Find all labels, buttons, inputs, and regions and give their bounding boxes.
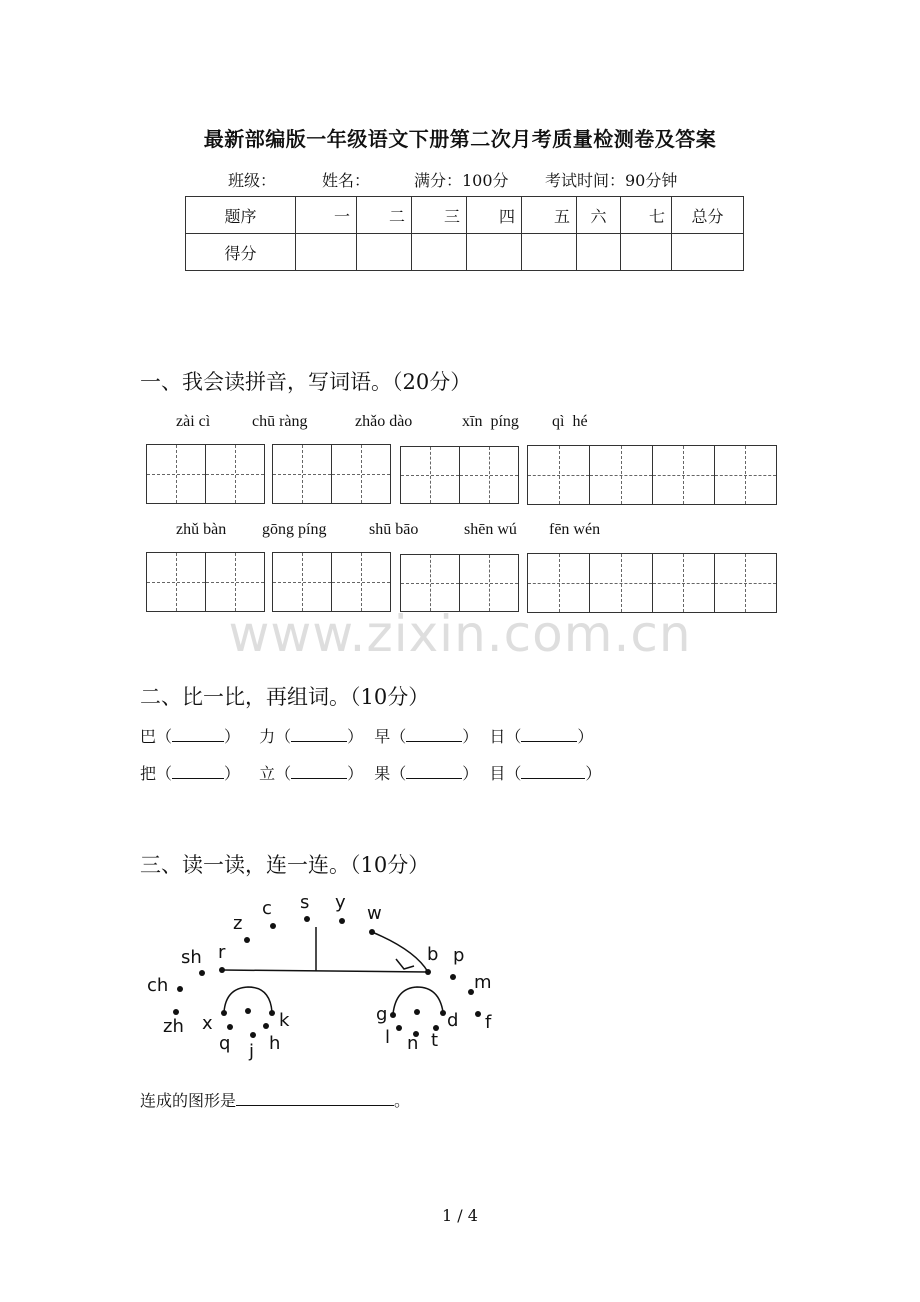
- dot: [425, 969, 431, 975]
- letter-w: w: [367, 903, 382, 924]
- pinyin: shēn wú: [464, 521, 517, 538]
- header-cell: 五: [522, 197, 577, 234]
- exam-time: 考试时间：90分钟: [545, 171, 678, 190]
- dot: [369, 929, 375, 935]
- letter-g: g: [376, 1004, 388, 1025]
- header-cell: 总分: [672, 197, 744, 234]
- char: 早: [374, 727, 391, 746]
- char: 立: [259, 764, 276, 783]
- dot: [221, 1010, 227, 1016]
- dot: [227, 1024, 233, 1030]
- page-title: 最新部编版一年级语文下册第二次月考质量检测卷及答案: [203, 127, 717, 151]
- char: 力: [259, 727, 276, 746]
- pinyin: qì hé: [552, 413, 588, 430]
- answer-line: [140, 1088, 410, 1111]
- compare-row: 巴（ ） 力（ ） 早（ ） 日（ ）: [140, 724, 593, 747]
- dot: [244, 937, 250, 943]
- letter-j: j: [249, 1041, 255, 1062]
- char: 果: [374, 764, 391, 783]
- answer-prompt: 连成的图形是: [140, 1091, 237, 1110]
- dot: [396, 1025, 402, 1031]
- pinyin: zhǎo dào: [355, 413, 413, 430]
- dot: [173, 1009, 179, 1015]
- char: 目: [489, 764, 506, 783]
- letter-h: h: [269, 1033, 281, 1054]
- letter-r: r: [218, 942, 226, 963]
- letter-d: d: [447, 1010, 459, 1031]
- dot: [269, 1010, 275, 1016]
- section1-heading: 一、我会读拼音，写词语。（20分）: [140, 370, 472, 394]
- char: 巴: [140, 727, 157, 746]
- dot: [177, 986, 183, 992]
- pinyin: zhǔ bàn: [176, 521, 227, 538]
- dot: [304, 916, 310, 922]
- pinyin: chū ràng: [252, 413, 308, 430]
- letter-y: y: [335, 892, 346, 913]
- letter-ch: ch: [147, 975, 169, 996]
- dot: [263, 1023, 269, 1029]
- letter-zh: zh: [163, 1016, 184, 1037]
- dot: [339, 918, 345, 924]
- dot: [250, 1032, 256, 1038]
- header-cell: 三: [412, 197, 467, 234]
- pinyin: gōng píng: [262, 521, 327, 538]
- pinyin: shū bāo: [369, 521, 419, 538]
- header-cell: 题序: [186, 197, 296, 234]
- watermark: www.zixin.com.cn: [228, 605, 692, 663]
- header-cell: 四: [467, 197, 522, 234]
- answer-end: 。: [394, 1091, 411, 1110]
- row-label: 得分: [186, 234, 296, 271]
- letter-l: l: [385, 1027, 391, 1048]
- letter-p: p: [453, 945, 465, 966]
- dot: [199, 970, 205, 976]
- section2-heading: 二、比一比，再组词。（10分）: [140, 685, 430, 709]
- letter-m: m: [474, 972, 492, 993]
- compare-row: 把（ ） 立（ ） 果（ ） 目（ ）: [140, 761, 601, 784]
- class-label: 班级：: [228, 171, 277, 190]
- dot: [390, 1012, 396, 1018]
- full-score: 满分：100分: [414, 171, 509, 190]
- dot: [450, 974, 456, 980]
- pinyin: zài cì: [176, 413, 211, 430]
- header-cell: 一: [296, 197, 357, 234]
- header-cell: 七: [621, 197, 672, 234]
- header-cell: 六: [577, 197, 621, 234]
- dot: [219, 967, 225, 973]
- person-mark: [396, 959, 414, 969]
- pinyin: fēn wén: [549, 521, 601, 538]
- letter-c: c: [262, 898, 272, 919]
- dot: [270, 923, 276, 929]
- letter-sh: sh: [181, 947, 202, 968]
- dot: [475, 1011, 481, 1017]
- section3-heading: 三、读一读，连一连。（10分）: [140, 853, 430, 877]
- letter-x: x: [202, 1013, 213, 1034]
- pinyin: xīn píng: [462, 413, 519, 430]
- dot: [245, 1008, 251, 1014]
- letter-f: f: [485, 1012, 492, 1033]
- name-label: 姓名：: [322, 171, 371, 190]
- letter-t: t: [431, 1030, 439, 1051]
- char: 把: [140, 764, 157, 783]
- letter-b: b: [427, 944, 439, 965]
- dot: [440, 1010, 446, 1016]
- letter-z: z: [233, 913, 243, 934]
- letter-n: n: [407, 1033, 419, 1054]
- letter-q: q: [219, 1033, 231, 1054]
- windshield-curve: [372, 932, 428, 972]
- car-roof-line: [222, 970, 428, 972]
- page-number: 1 / 4: [442, 1206, 478, 1225]
- char: 日: [489, 727, 506, 746]
- letter-k: k: [279, 1010, 290, 1031]
- dot: [414, 1009, 420, 1015]
- answer-blank[interactable]: [236, 1091, 394, 1106]
- letter-s: s: [300, 892, 310, 913]
- header-cell: 二: [357, 197, 412, 234]
